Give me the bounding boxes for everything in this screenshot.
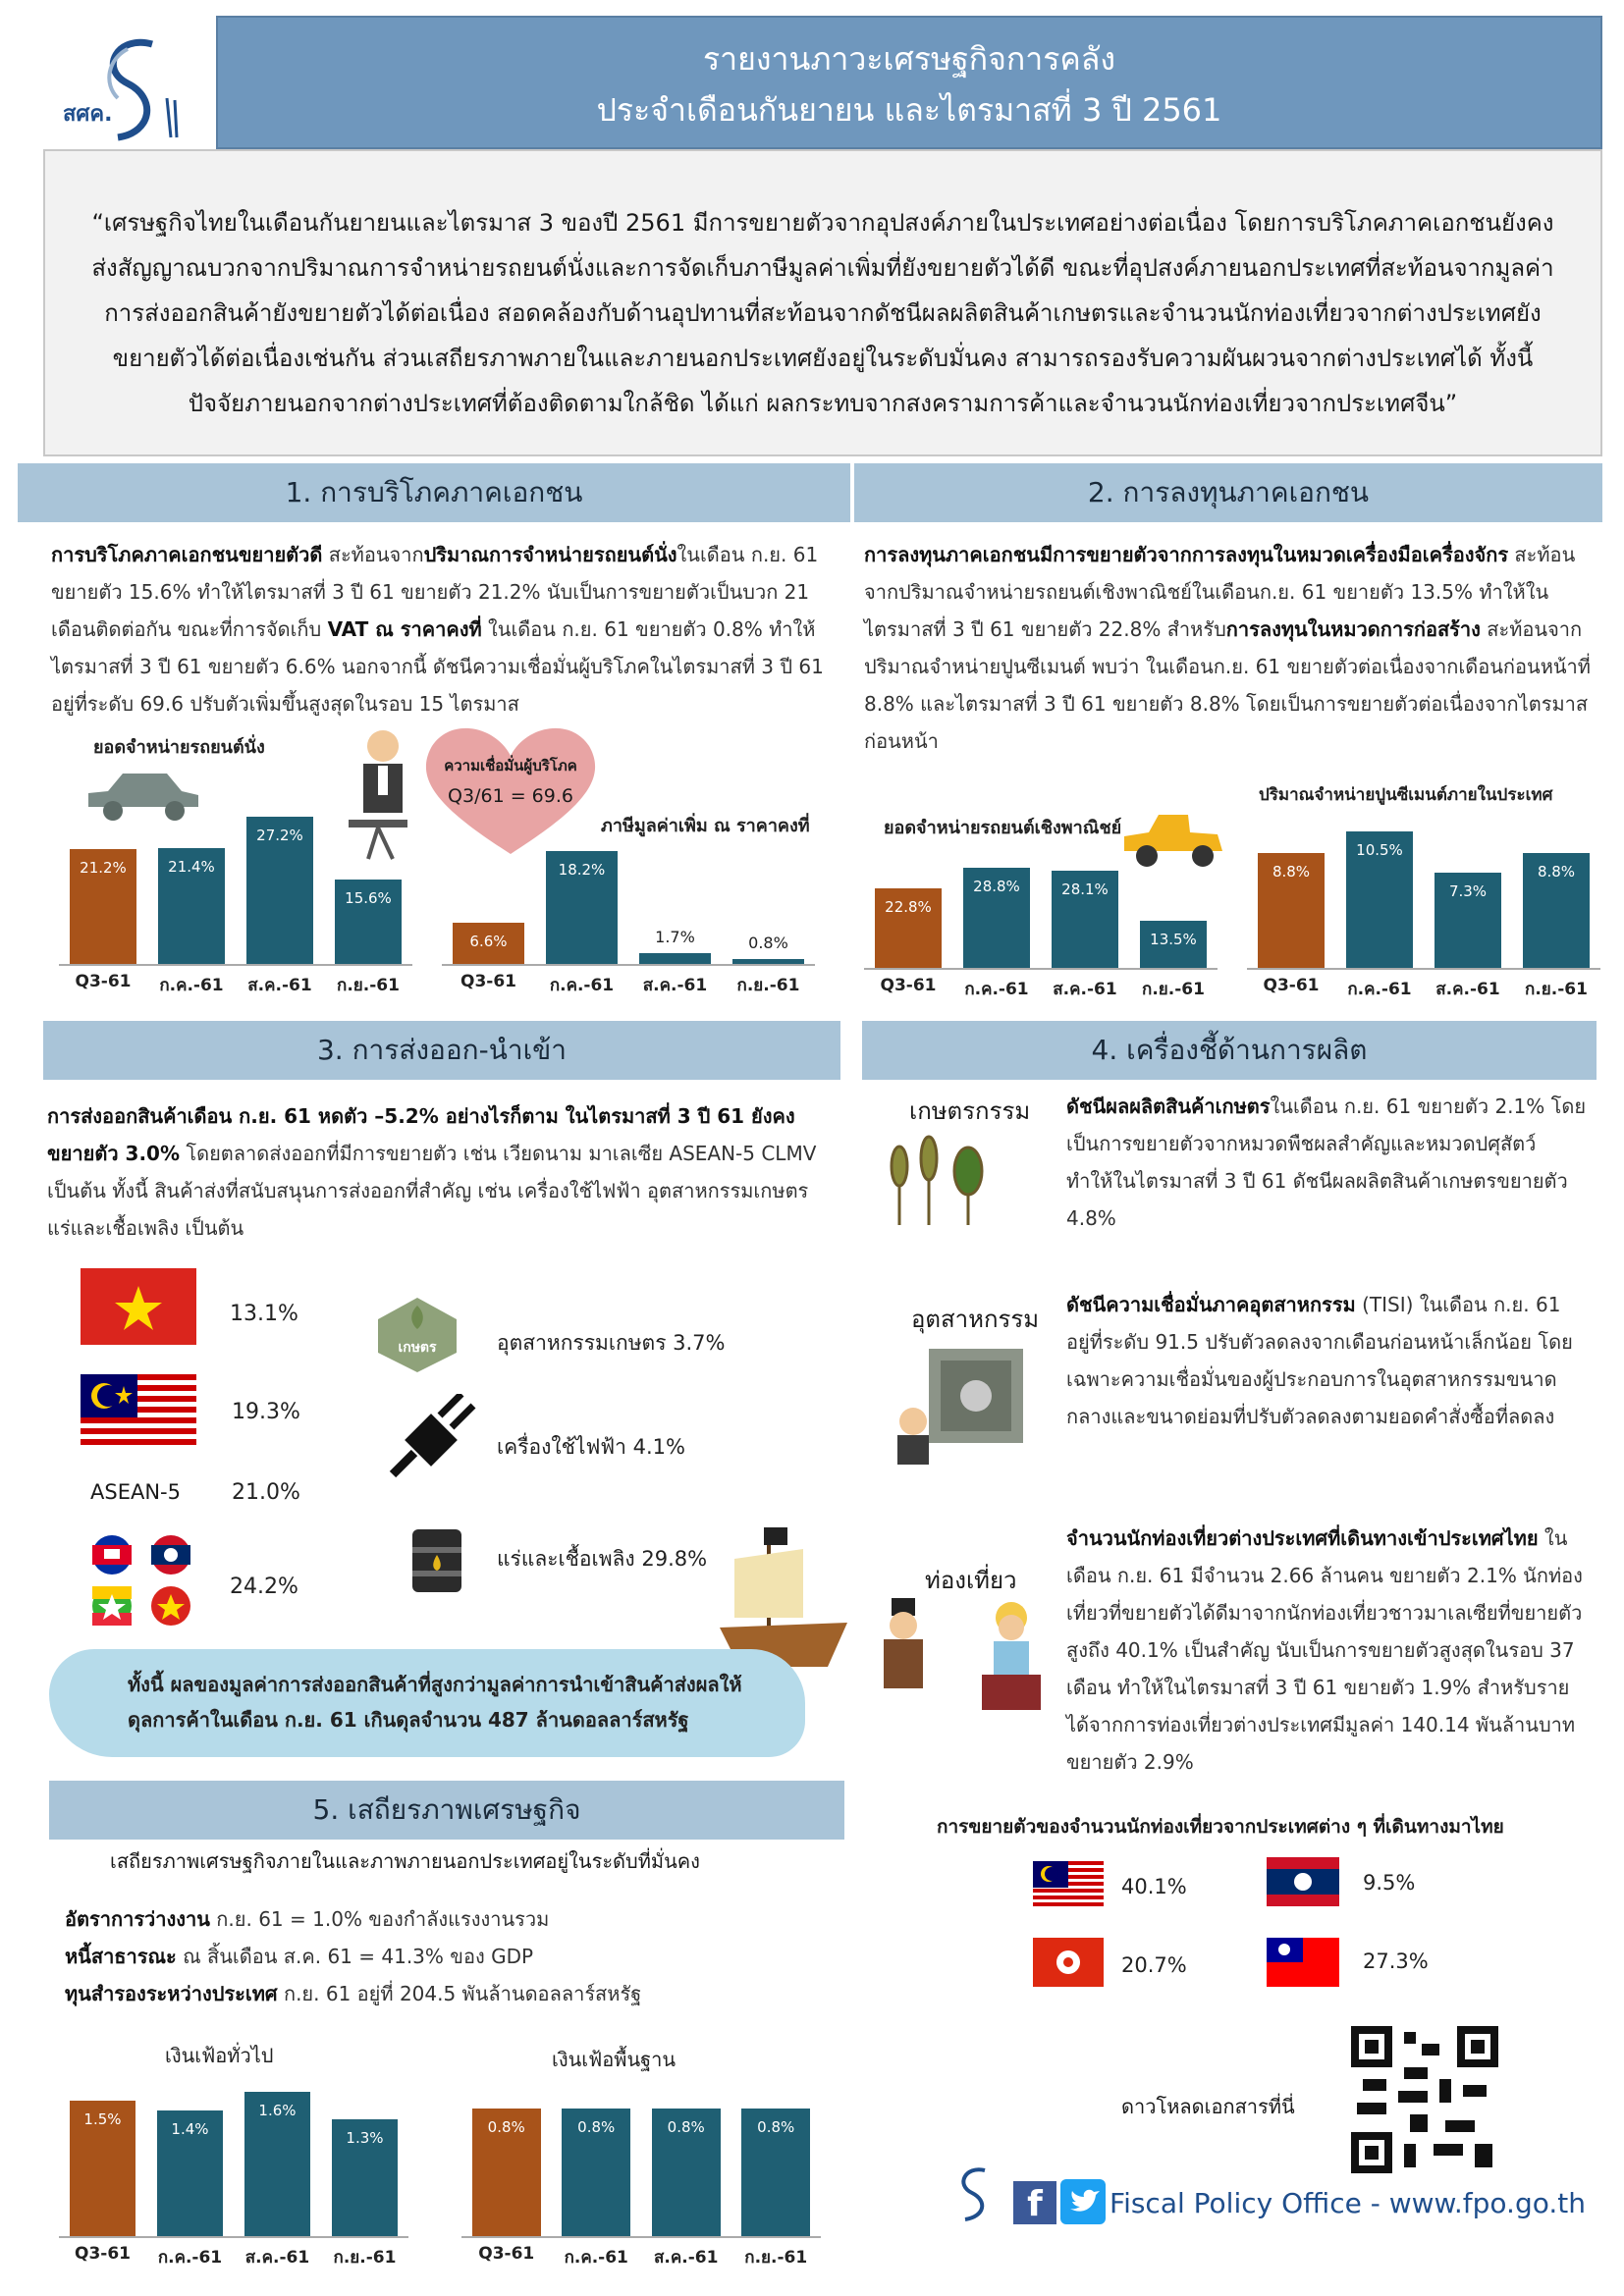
market-vietnam-value: 13.1% — [230, 1302, 298, 1326]
trade-balance-text: ทั้งนี้ ผลของมูลค่าการส่งออกสินค้าที่สูงกว่ามูลค่าการนำเข้าสินค้าส่งผลให้ดุลการค้าในเดือน ก.ย. 61 เกินดุลจำนวน 487 ล้านดอลลาร์สหรัฐ — [128, 1673, 742, 1732]
reserves-line: ทุนสำรองระหว่างประเทศ ก.ย. 61 อยู่ที่ 204.5 พันล้านดอลลาร์สหรัฐ — [65, 1982, 642, 2005]
twitter-icon[interactable] — [1060, 2179, 1106, 2224]
chart-vat-title: ภาษีมูลค่าเพิ่ม ณ ราคาคงที่ — [601, 816, 810, 836]
chart-data-label: 7.3% — [1448, 882, 1488, 901]
tourist-growth-title: การขยายตัวของจำนวนนักท่องเที่ยวจากประเทศต่าง ๆ ที่เดินทางมาไทย — [937, 1816, 1504, 1838]
chart-category-label: ก.ย.-61 — [333, 2248, 397, 2268]
chart-bar — [639, 928, 710, 964]
chart-bar — [246, 817, 313, 965]
chart-data-label: 6.6% — [469, 933, 508, 951]
chart-bar — [157, 2110, 224, 2236]
chart-data-label: 13.5% — [1150, 931, 1197, 949]
chart-bar — [1435, 873, 1501, 968]
chart-cement — [1247, 821, 1600, 999]
laos-flag-icon — [151, 1535, 190, 1575]
malaysia-tourist-flag-icon — [1033, 1861, 1104, 1908]
chart-category-label: ส.ค.-61 — [247, 976, 312, 995]
chart-category-label: Q3-61 — [1263, 976, 1320, 995]
tourist-hongkong-value: 20.7% — [1121, 1953, 1187, 1977]
chart-data-label: 18.2% — [558, 861, 606, 880]
section5-title: 5. เสถียรภาพเศรษฐกิจ — [49, 1781, 844, 1840]
consumer-confidence-value: Q3/61 = 69.6 — [448, 785, 573, 807]
chart-category-label: ส.ค.-61 — [642, 976, 708, 995]
chart-category-label: ก.ย.-61 — [1525, 980, 1588, 999]
chart-data-label: 28.1% — [1061, 880, 1109, 898]
cambodia-flag-icon — [92, 1535, 132, 1575]
chart-bar — [652, 2109, 721, 2236]
chart-data-label: 1.7% — [655, 928, 695, 947]
tourist-taiwan-value: 27.3% — [1363, 1949, 1429, 1973]
industry-text: ดัชนีความเชื่อมั่นภาคอุตสาหกรรม (TISI) ในเดือน ก.ย. 61 อยู่ที่ระดับ 91.5 ปรับตัวลดลงจากเดือนก่อนหน้าเล็กน้อย โดยเฉพาะความเชื่อมั่นของผู้ประกอบการในอุตสาหกรรมขนาดกลางและขนาดย่อมที่ปรับตัวลดลงตามยอดคำสั่งซื้อที่ลดลง — [1066, 1293, 1573, 1428]
wheat-icon — [880, 1127, 1007, 1235]
chart-data-label: 0.8% — [748, 933, 788, 952]
chart-bar — [875, 888, 942, 968]
chart-bar — [158, 848, 225, 964]
chart-bar — [1346, 831, 1413, 968]
chart-vat — [442, 836, 815, 995]
chart-car-sales-title: ยอดจำหน่ายรถยนต์นั่ง — [93, 737, 265, 758]
chart-category-label: ก.ค.-61 — [157, 2248, 223, 2268]
chart-category-label: ส.ค.-61 — [244, 2248, 310, 2268]
chart-data-label: 1.6% — [258, 2102, 297, 2120]
chart-category-label: ส.ค.-61 — [1435, 980, 1500, 999]
hongkong-tourist-flag-icon — [1033, 1938, 1104, 1987]
chart-data-label: 21.2% — [80, 858, 127, 877]
consumer-confidence-label: ความเชื่อมั่นผู้บริโภค — [444, 757, 577, 774]
chart-category-label: ก.ค.-61 — [564, 2248, 628, 2268]
report-header — [216, 16, 1602, 149]
chart-data-label: 0.8% — [667, 2118, 705, 2137]
chart-core-inflation — [461, 2089, 821, 2268]
chart-cement-title: ปริมาณจำหน่ายปูนซีเมนต์ภายในประเทศ — [1259, 785, 1553, 805]
chart-bar — [335, 880, 402, 964]
summary-quote: “เศรษฐกิจไทยในเดือนกันยายนและไตรมาส 3 ของปี 2561 มีการขยายตัวจากอุปสงค์ภายในประเทศอย่างต่อเนื่อง โดยการบริโภคภาคเอกชนยังคงส่งสัญญาณบวกจากปริมาณการจำหน่ายรถยนต์นั่งและการจัดเก็บภาษีมูลค่าเพิ่มที่ยังขยายตัวได้ดี ขณะที่อุปสงค์ภายนอกประเทศที่สะท้อนจากมูลค่าการส่งออกสินค้ายังขยายตัวได้ต่อเนื่อง สอดคล้องกับด้านอุปทานที่สะท้อนจากดัชนีผลผลิตสินค้าเกษตรและจำนวนนักท่องเที่ยวจากต่างประเทศยังขยายตัวได้ต่อเนื่องเช่นกัน ส่วนเสถียรภาพภายในและภายนอกประเทศยังอยู่ในระดับมั่นคง สามารถรองรับความผันผวนจากต่างประเทศได้ ทั้งนี้ ปัจจัยภายนอกจากต่างประเทศที่ต้องติดตามใกล้ชิด ได้แก่ ผลกระทบจากสงครามการค้าและจำนวนนักท่องเที่ยวจากประเทศจีน” — [43, 149, 1602, 456]
chart-bar — [546, 851, 617, 964]
section4-title: 4. เครื่องชี้ด้านการผลิต — [862, 1021, 1597, 1080]
section2-text: การลงทุนภาคเอกชนมีการขยายตัวจากการลงทุนในหมวดเครื่องมือเครื่องจักร สะท้อนจากปริมาณจำหน่ายรถยนต์เชิงพาณิชย์ในเดือนก.ย. 61 ขยายตัว 13.5% ทำให้ในไตรมาสที่ 3 ปี 61 ขยายตัว 22.8% สำหรับการลงทุนในหมวดการก่อสร้าง สะท้อนจากปริมาณจำหน่ายปูนซีเมนต์ พบว่า ในเดือนก.ย. 61 ขยายตัวต่อเนื่องจากเดือนก่อนหน้าที่ 8.8% และไตรมาสที่ 3 ปี 61 ขยายตัว 8.8% โดยเป็นการขยายตัวต่อเนื่องจากไตรมาสก่อนหน้า — [864, 543, 1591, 753]
agro-badge-text: เกษตร — [398, 1340, 437, 1356]
chart-core-inflation-title: เงินเฟ้อพื้นฐาน — [552, 2048, 677, 2071]
chart-bar — [244, 2092, 311, 2236]
tourists-icon — [864, 1598, 1060, 1716]
plug-icon — [383, 1394, 481, 1482]
market-asean5-label: ASEAN-5 — [90, 1480, 181, 1504]
market-malaysia-value: 19.3% — [232, 1400, 300, 1424]
chart-data-label: 1.5% — [83, 2110, 122, 2129]
chart-data-label: 1.4% — [171, 2119, 209, 2138]
report-subtitle: ประจำเดือนกันยายน และไตรมาสที่ 3 ปี 2561 — [596, 91, 1222, 129]
section3-text: การส่งออกสินค้าเดือน ก.ย. 61 หดตัว –5.2% อย่างไรก็ตาม ในไตรมาสที่ 3 ปี 61 ยังคงขยายตัว 3.0% โดยตลาดส่งออกที่มีการขยายตัว เช่น เวียดนาม มาเลเซีย ASEAN-5 CLMV เป็นต้น ทั้งนี้ สินค้าส่งที่สนับสนุนการส่งออกที่สำคัญ เช่น เครื่องใช้ไฟฟ้า อุตสาหกรรมเกษตร แร่และเชื้อเพลิง เป็นต้น — [47, 1104, 817, 1240]
product-fuel: แร่และเชื้อเพลิง 29.8% — [497, 1547, 708, 1571]
chart-data-label: 10.5% — [1356, 840, 1403, 859]
download-label: ดาวโหลดเอกสารที่นี่ — [1121, 2095, 1295, 2118]
vietnam-small-flag-icon — [151, 1586, 190, 1626]
agriculture-label: เกษตรกรรม — [909, 1097, 1031, 1125]
laos-tourist-flag-icon — [1267, 1857, 1339, 1906]
chart-category-label: ส.ค.-61 — [654, 2248, 719, 2268]
fpo-small-logo-icon — [941, 2165, 1009, 2224]
facebook-icon[interactable]: f — [1013, 2181, 1056, 2224]
chart-category-label: ก.ย.-61 — [1142, 980, 1205, 999]
tourist-malaysia-value: 40.1% — [1121, 1875, 1187, 1898]
chart-bar — [963, 868, 1030, 968]
chart-bar — [562, 2109, 630, 2236]
report-title: รายงานภาวะเศรษฐกิจการคลัง — [702, 40, 1116, 78]
agro-industry-icon — [373, 1296, 461, 1374]
tourism-text: จำนวนนักท่องเที่ยวต่างประเทศที่เดินทางเข้าประเทศไทย ในเดือน ก.ย. 61 มีจำนวน 2.66 ล้านคน ขยายตัว 2.1% นักท่องเที่ยวที่ขยายตัวได้ดีมาจากนักท่องเที่ยวชาวมาเลเซียที่ขยายตัวสูงถึง 40.1% เป็นสำคัญ นับเป็นการขยายตัวสูงสุดในรอบ 37 เดือน ทำให้ในไตรมาสที่ 3 ปี 61 ขยายตัว 1.9% สำหรับรายได้จากการท่องเที่ยวต่างประเทศมีมูลค่า 140.14 พันล้านบาท ขยายตัว 2.9% — [1066, 1526, 1583, 1774]
chart-bar — [70, 2101, 136, 2236]
chart-data-label: 0.8% — [487, 2118, 525, 2137]
chart-bar — [472, 2109, 541, 2236]
qr-code[interactable] — [1351, 2026, 1498, 2173]
taiwan-tourist-flag-icon — [1267, 1938, 1339, 1987]
chart-category-label: Q3-61 — [478, 2244, 535, 2264]
tourism-label: ท่องเที่ยว — [925, 1567, 1017, 1594]
stability-subtitle: เสถียรภาพเศรษฐกิจภายในและภาพภายนอกประเทศอยู่ในระดับที่มั่นคง — [110, 1849, 700, 1873]
product-agro-industry: อุตสาหกรรมเกษตร 3.7% — [497, 1331, 726, 1355]
tourist-laos-value: 9.5% — [1363, 1871, 1416, 1895]
fpo-logo-text: สศค. — [63, 102, 113, 127]
chart-category-label: ก.ค.-61 — [964, 980, 1029, 999]
chart-data-label: 1.3% — [346, 2128, 384, 2147]
section3-title: 3. การส่งออก-นำเข้า — [43, 1021, 840, 1080]
chart-bar — [1140, 921, 1207, 968]
section1-text: การบริโภคภาคเอกชนขยายตัวดี สะท้อนจากปริมาณการจำหน่ายรถยนต์นั่งในเดือน ก.ย. 61 ขยายตัว 15.6% ทำให้ไตรมาสที่ 3 ปี 61 ขยายตัว 21.2% นับเป็นการขยายตัวเป็นบวก 21 เดือนติดต่อกัน ขณะที่การจัดเก็บ VAT ณ ราคาคงที่ ในเดือน ก.ย. 61 ขยายตัว 0.8% ทำให้ไตรมาสที่ 3 ปี 61 ขยายตัว 6.6% นอกจากนี้ ดัชนีความเชื่อมั่นผู้บริโภคในไตรมาสที่ 3 ปี 61 อยู่ที่ระดับ 69.6 ปรับตัวเพิ่มขึ้นสูงสุดในรอบ 15 ไตรมาส — [51, 543, 824, 716]
chart-category-label: ก.ค.-61 — [159, 976, 224, 995]
chart-data-label: 21.4% — [168, 857, 215, 876]
trade-balance-banner — [49, 1649, 805, 1757]
chart-car-sales — [59, 797, 412, 995]
chart-data-label: 8.8% — [1537, 863, 1576, 881]
chart-category-label: ก.ย.-61 — [337, 976, 400, 995]
chart-category-label: ส.ค.-61 — [1053, 980, 1117, 999]
chart-category-label: ก.ค.-61 — [1347, 980, 1412, 999]
chart-bar — [741, 2109, 810, 2236]
chart-bar — [1523, 853, 1590, 968]
chart-data-label: 22.8% — [885, 898, 932, 917]
market-clmv-value: 24.2% — [230, 1575, 298, 1599]
market-asean5-value: 21.0% — [232, 1480, 300, 1505]
chart-data-label: 28.8% — [973, 878, 1020, 896]
chart-bar — [732, 933, 803, 964]
chart-headline-inflation — [59, 2079, 408, 2268]
chart-commercial-car — [864, 860, 1218, 999]
chart-bar — [1052, 871, 1118, 968]
fpo-logo — [59, 29, 196, 147]
chart-data-label: 15.6% — [345, 888, 392, 907]
chart-bar — [1258, 853, 1325, 968]
chart-bar — [70, 849, 136, 964]
section1-title: 1. การบริโภคภาคเอกชน — [18, 463, 850, 522]
chart-category-label: Q3-61 — [75, 2244, 131, 2264]
vietnam-flag-icon — [81, 1268, 196, 1345]
chart-category-label: ก.ย.-61 — [744, 2248, 808, 2268]
unemployment-line: อัตราการว่างงาน ก.ย. 61 = 1.0% ของกำลังแรงงานรวม — [65, 1907, 550, 1931]
product-electrical: เครื่องใช้ไฟฟ้า 4.1% — [497, 1435, 685, 1459]
chart-category-label: ก.ค.-61 — [549, 976, 615, 995]
section2-title: 2. การลงทุนภาคเอกชน — [854, 463, 1602, 522]
clmv-flags — [90, 1533, 200, 1631]
qr-code-icon — [1351, 2026, 1498, 2173]
chart-data-label: 0.8% — [757, 2118, 795, 2137]
safe-box-icon — [884, 1339, 1031, 1467]
chart-category-label: Q3-61 — [460, 972, 516, 991]
chart-bar — [453, 923, 523, 964]
chart-data-label: 27.2% — [256, 826, 303, 844]
chart-bar — [332, 2119, 399, 2236]
stability-list — [65, 1900, 831, 2012]
public-debt-line: หนี้สาธารณะ ณ สิ้นเดือน ส.ค. 61 = 41.3% ของ GDP — [65, 1945, 534, 1968]
chart-data-label: 0.8% — [577, 2118, 616, 2137]
chart-headline-inflation-title: เงินเฟ้อทั่วไป — [165, 2044, 274, 2067]
chart-category-label: Q3-61 — [880, 976, 937, 995]
myanmar-flag-icon — [92, 1586, 132, 1626]
oil-barrel-icon — [393, 1516, 481, 1594]
chart-data-label: 8.8% — [1272, 863, 1311, 881]
chart-category-label: Q3-61 — [75, 972, 132, 991]
agriculture-text: ดัชนีผลผลิตสินค้าเกษตรในเดือน ก.ย. 61 ขยายตัว 2.1% โดยเป็นการขยายตัวจากหมวดพืชผลสำคัญและหมวดปศุสัตว์ ทำให้ในไตรมาสที่ 3 ปี 61 ดัชนีผลผลิตสินค้าเกษตรขยายตัว 4.8% — [1066, 1095, 1587, 1230]
chart-commercial-car-title: ยอดจำหน่ายรถยนต์เชิงพาณิชย์ — [884, 818, 1122, 838]
malaysia-flag-icon — [81, 1374, 196, 1451]
website-link[interactable]: Fiscal Policy Office - www.fpo.go.th — [1110, 2187, 1586, 2219]
chart-category-label: ก.ย.-61 — [736, 976, 800, 995]
industry-label: อุตสาหกรรม — [911, 1306, 1040, 1333]
